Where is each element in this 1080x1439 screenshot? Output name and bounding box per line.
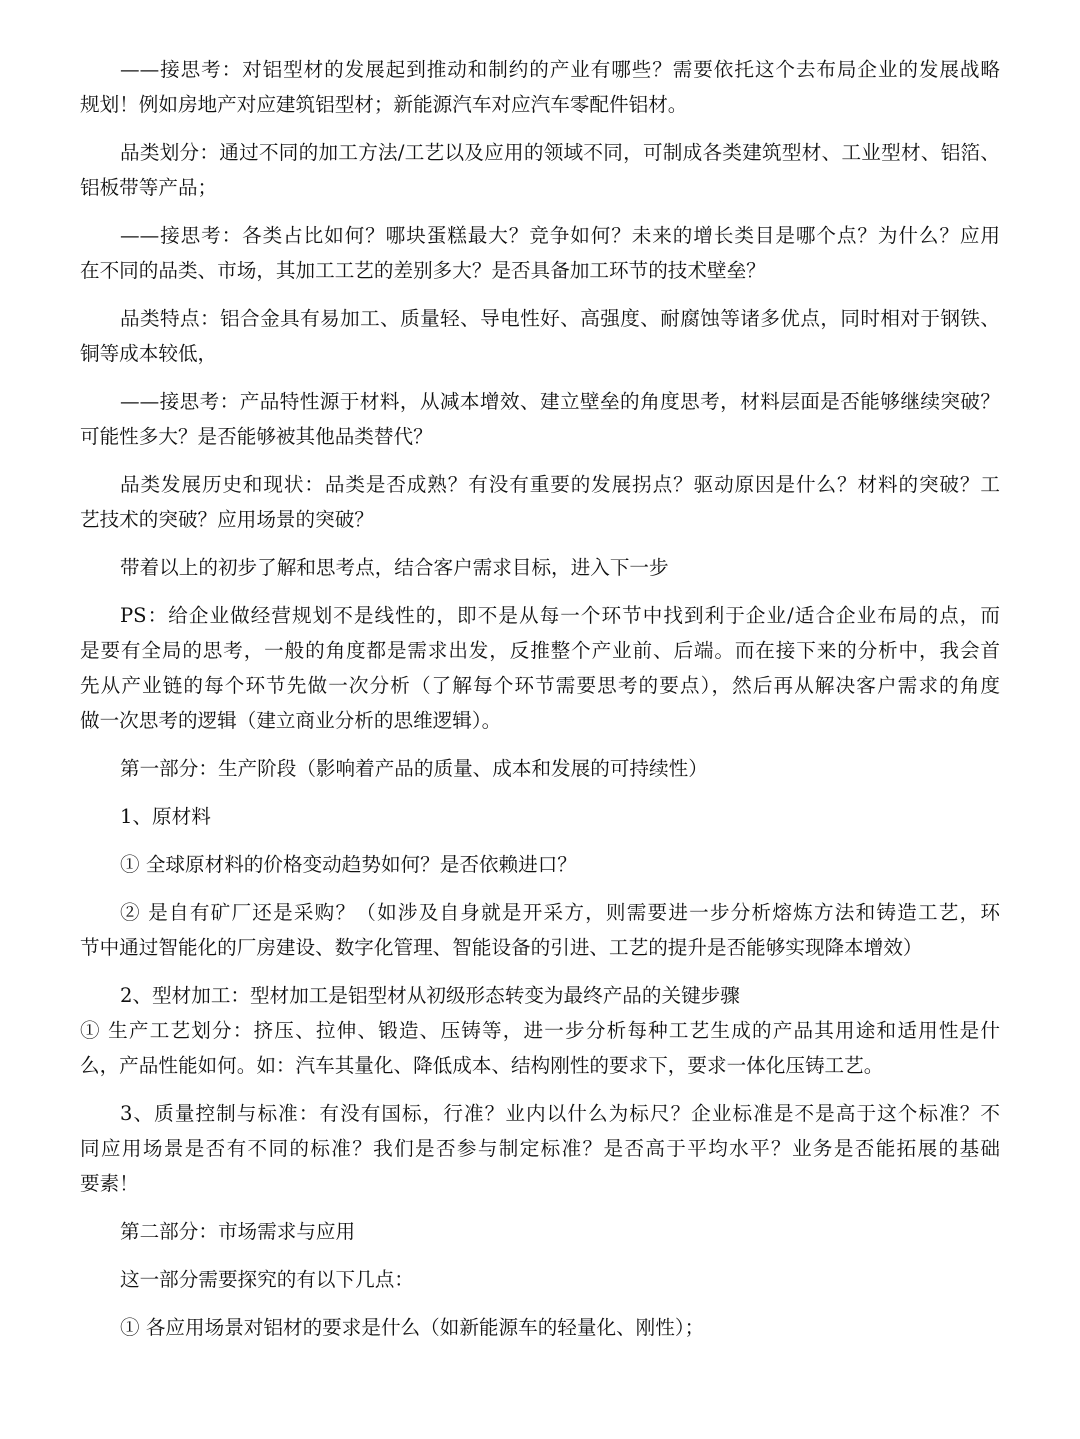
paragraph bbox=[80, 751, 1000, 786]
paragraph-line: 品类发展历史和现状：品类是否成熟？有没有重要的发展拐点？驱动原因是什么？材料的突破？工 bbox=[120, 473, 1000, 496]
paragraph bbox=[80, 895, 1000, 965]
paragraph-line: 2、型材加工：型材加工是铝型材从初级形态转变为最终产品的关键步骤 bbox=[120, 984, 740, 1007]
paragraph bbox=[80, 847, 1000, 882]
paragraph-line: 先从产业链的每个环节先做一次分析（了解每个环节需要思考的要点），然后再从解决客户需求的角度 bbox=[80, 674, 1000, 697]
paragraph-line: 做一次思考的逻辑（建立商业分析的思维逻辑）。 bbox=[80, 709, 502, 732]
paragraph-line: 铝板带等产品； bbox=[80, 176, 218, 199]
paragraph-line: 是要有全局的思考，一般的角度都是需求出发，反推整个产业前、后端。而在接下来的分析中，我会首 bbox=[80, 639, 1000, 662]
paragraph-line: PS：给企业做经营规划不是线性的，即不是从每一个环节中找到利于企业/适合企业布局的点，而 bbox=[120, 604, 1000, 627]
paragraph-line: 艺技术的突破？应用场景的突破？ bbox=[80, 508, 374, 531]
paragraph bbox=[80, 384, 1000, 454]
paragraph bbox=[80, 1214, 1000, 1249]
paragraph-line: 可能性多大？是否能够被其他品类替代？ bbox=[80, 425, 433, 448]
paragraph-line: 么，产品性能如何。如：汽车其量化、降低成本、结构刚性的要求下，要求一体化压铸工艺。 bbox=[80, 1054, 884, 1077]
paragraph bbox=[80, 467, 1000, 537]
paragraph bbox=[80, 978, 1000, 1013]
paragraph-line: ② 是自有矿厂还是采购？（如涉及自身就是开采方，则需要进一步分析熔炼方法和铸造工艺，环 bbox=[120, 901, 1000, 924]
paragraph-line: 规划！例如房地产对应建筑铝型材；新能源汽车对应汽车零配件铝材。 bbox=[80, 93, 688, 116]
paragraph bbox=[80, 1096, 1000, 1201]
paragraph bbox=[80, 1310, 1000, 1345]
paragraph-line: 带着以上的初步了解和思考点，结合客户需求目标，进入下一步 bbox=[120, 556, 669, 579]
paragraph bbox=[80, 550, 1000, 585]
paragraph bbox=[80, 218, 1000, 288]
paragraph-line: ——接思考：产品特性源于材料，从减本增效、建立壁垒的角度思考，材料层面是否能够继续突破？ bbox=[120, 390, 1000, 413]
paragraph bbox=[80, 1262, 1000, 1297]
paragraph-line: 要素！ bbox=[80, 1172, 139, 1195]
paragraph-line: 铜等成本较低， bbox=[80, 342, 218, 365]
paragraph-line: 品类特点：铝合金具有易加工、质量轻、导电性好、高强度、耐腐蚀等诸多优点，同时相对于钢铁、 bbox=[120, 307, 1000, 330]
paragraph-line: 这一部分需要探究的有以下几点： bbox=[120, 1268, 414, 1291]
document-body bbox=[80, 52, 1000, 1358]
paragraph-line: ① 生产工艺划分：挤压、拉伸、锻造、压铸等，进一步分析每种工艺生成的产品其用途和适用性是什 bbox=[80, 1019, 1000, 1042]
paragraph-line: 在不同的品类、市场，其加工工艺的差别多大？是否具备加工环节的技术壁垒？ bbox=[80, 259, 766, 282]
paragraph-line: 第二部分：市场需求与应用 bbox=[120, 1220, 356, 1243]
paragraph bbox=[80, 52, 1000, 122]
paragraph-line: ① 全球原材料的价格变动趋势如何？是否依赖进口？ bbox=[120, 853, 577, 876]
paragraph bbox=[80, 301, 1000, 371]
paragraph bbox=[80, 135, 1000, 205]
paragraph-line: 节中通过智能化的厂房建设、数字化管理、智能设备的引进、工艺的提升是否能够实现降本增效） bbox=[80, 936, 923, 959]
paragraph-line: 第一部分：生产阶段（影响着产品的质量、成本和发展的可持续性） bbox=[120, 757, 708, 780]
paragraph-line: 3、质量控制与标准：有没有国标，行准？业内以什么为标尺？企业标准是不是高于这个标准？不 bbox=[120, 1102, 1000, 1125]
paragraph bbox=[80, 1013, 1000, 1083]
paragraph bbox=[80, 799, 1000, 834]
paragraph bbox=[80, 598, 1000, 738]
paragraph-line: 品类划分：通过不同的加工方法/工艺以及应用的领域不同，可制成各类建筑型材、工业型材、铝箔、 bbox=[120, 141, 1000, 164]
paragraph-line: ——接思考：对铝型材的发展起到推动和制约的产业有哪些？需要依托这个去布局企业的发展战略 bbox=[120, 58, 1000, 81]
paragraph-line: ① 各应用场景对铝材的要求是什么（如新能源车的轻量化、刚性）； bbox=[120, 1316, 705, 1339]
paragraph-line: 1、原材料 bbox=[120, 805, 211, 828]
paragraph-line: 同应用场景是否有不同的标准？我们是否参与制定标准？是否高于平均水平？业务是否能拓展的基础 bbox=[80, 1137, 1000, 1160]
paragraph-line: ——接思考：各类占比如何？哪块蛋糕最大？竞争如何？未来的增长类目是哪个点？为什么？应用 bbox=[120, 224, 1000, 247]
